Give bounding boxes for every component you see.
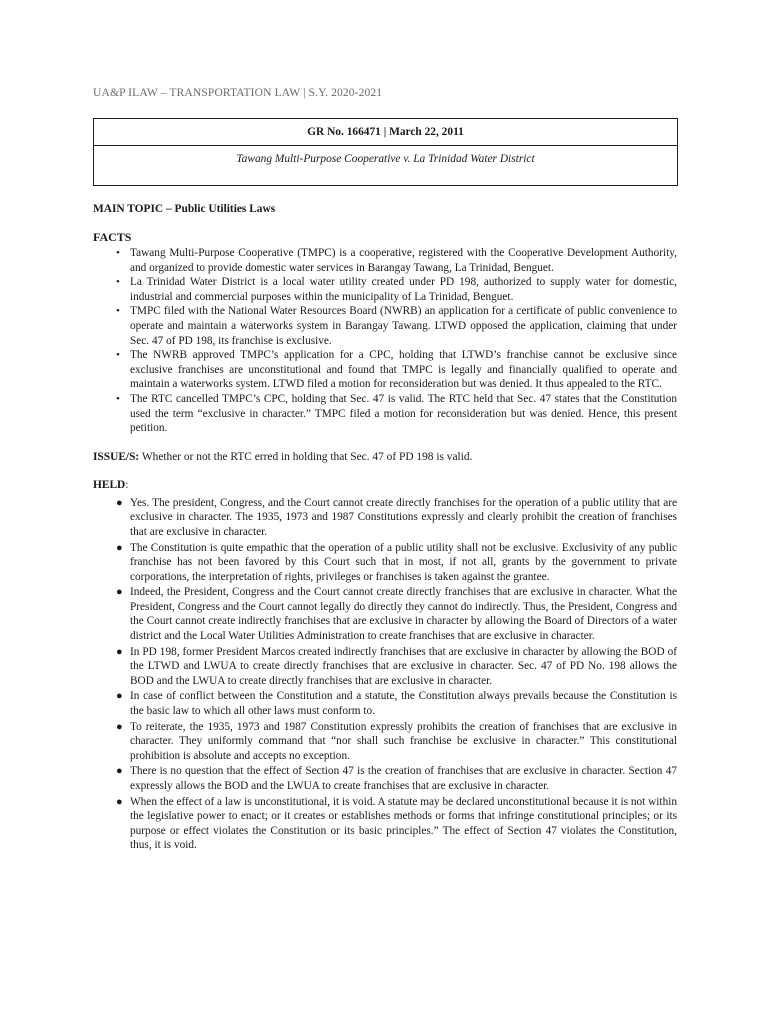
held-item-text: Yes. The president, Congress, and the Court cannot create directly franchises for the operation of a public utility that are exclusive in character. The 1935, 1973 and 1987 Constitutions expressly and clearly prohibit the creation of franchises that are exclusive in character.	[130, 496, 677, 538]
facts-item-text: Tawang Multi-Purpose Cooperative (TMPC) is a cooperative, registered with the Cooperative Development Authority, and organized to provide domestic water services in Barangay Tawang, La Trinidad, Benguet.	[130, 247, 677, 274]
held-colon: :	[125, 478, 129, 491]
facts-item-text: TMPC filed with the National Water Resources Board (NWRB) an application for a certificate of public convenience to operate and maintain a waterworks system in Barangay Tawang. LTWD opposed the application, claiming that under Sec. 47 of PD 198, its franchise is exclusive.	[130, 305, 677, 347]
facts-item	[116, 348, 677, 392]
held-item-text: When the effect of a law is unconstitutional, it is void. A statute may be declared unconstitutional because it is not within the legislative power to enact; or it creates or establishes methods or forms that infringe constitutional principles; or its purpose or effect violates the Constitution or its basic principles.” The effect of Section 47 violates the Constitution, thus, it is void.	[130, 795, 677, 852]
bullet-icon: ●	[116, 690, 123, 703]
bullet-icon: •	[116, 305, 120, 318]
bullet-icon: ●	[116, 541, 123, 554]
bullet-icon: ●	[116, 720, 123, 733]
held-list	[93, 496, 677, 853]
facts-item	[116, 392, 677, 436]
bullet-icon: •	[116, 247, 120, 259]
case-title: Tawang Multi-Purpose Cooperative v. La Trinidad Water District	[236, 153, 535, 165]
course-header: UA&P ILAW – TRANSPORTATION LAW | S.Y. 2020-2021	[93, 86, 383, 99]
bullet-icon: ●	[116, 765, 123, 778]
facts-item	[116, 304, 677, 348]
facts-heading: FACTS	[93, 230, 132, 244]
facts-item-text: The NWRB approved TMPC’s application for a CPC, holding that LTWD’s franchise cannot be exclusive since exclusive franchises are unconstitutional and found that TMPC is legally and financially qualified to operate and maintain a waterworks system. LTWD filed a motion for reconsideration but was denied. It thus appealed to the RTC.	[130, 349, 677, 391]
case-info-box	[93, 118, 678, 186]
issue-text: Whether or not the RTC erred in holding that Sec. 47 of PD 198 is valid.	[139, 450, 473, 463]
held-item	[116, 645, 677, 689]
bullet-icon: •	[116, 392, 120, 405]
held-item-text: There is no question that the effect of Section 47 is the creation of franchises that are exclusive in character. Section 47 expressly allows the BOD and the LWUA to create franchises that are exclusive in character.	[130, 765, 677, 792]
bullet-icon: •	[116, 276, 120, 289]
facts-item-text: La Trinidad Water District is a local water utility created under PD 198, authorized to supply water for domestic, industrial and commercial purposes within the municipality of La Trinidad, Benguet.	[130, 276, 677, 303]
facts-item-text: The RTC cancelled TMPC’s CPC, holding that Sec. 47 is valid. The RTC held that Sec. 47 states that the Constitution used the term “exclusive in character.” TMPC filed a motion for reconsideration but was denied. Hence, this present petition.	[130, 392, 677, 435]
bullet-icon: ●	[116, 496, 123, 509]
case-gr-number: GR No. 166471 | March 22, 2011	[94, 119, 677, 146]
held-section-heading	[93, 478, 677, 492]
held-item-text: In PD 198, former President Marcos created indirectly franchises that are exclusive in character by allowing the BOD of the LTWD and LWUA to create directly franchises that are exclusive in character. Sec. 47 of PD No. 198 allows the BOD and the LWUA to create directly franchises that are exclusive in character.	[130, 645, 677, 687]
bullet-icon: ●	[116, 645, 123, 658]
held-item	[116, 541, 677, 585]
held-item	[116, 795, 677, 853]
held-item	[116, 764, 677, 793]
facts-item	[116, 275, 677, 304]
main-topic: MAIN TOPIC – Public Utilities Laws	[93, 203, 276, 215]
held-item-text: Indeed, the President, Congress and the Court cannot create directly franchises that are exclusive in character. What the President, Congress and the Court cannot legally do directly they cannot do indirectly. Thus, the President, Congress and the Court cannot create indirectly franchises that are exclusive in character by allowing the Board of Directors of a water district and the Local Water Utilities Administration to create franchises that are exclusive in character.	[130, 586, 677, 643]
held-item-text: In case of conflict between the Constitution and a statute, the Constitution always prevails because the Constitution is the basic law to which all other laws must conform to.	[130, 690, 677, 718]
facts-list	[93, 246, 677, 436]
bullet-icon: ●	[116, 795, 123, 808]
issue-section	[93, 450, 677, 464]
held-item	[116, 585, 677, 643]
held-item-text: The Constitution is quite empathic that the operation of a public utility shall not be exclusive. Exclusivity of any public franchise has not been favored by this Court such that in most, if not all, grants by the government to private corporations, the interpretation of rights, privileges or franchises is taken against the grantee.	[130, 541, 677, 583]
held-label: HELD	[93, 478, 126, 491]
issue-label: ISSUE/S:	[93, 450, 140, 463]
bullet-icon: •	[116, 349, 120, 362]
bullet-icon: ●	[116, 586, 123, 599]
held-item	[116, 720, 677, 764]
facts-item	[116, 246, 677, 275]
held-item	[116, 496, 677, 540]
held-item-text: To reiterate, the 1935, 1973 and 1987 Constitution expressly prohibits the creation of franchises that are exclusive in character. They uniformly command that “nor shall such franchise be exclusive in character.” This constitutional prohibition is absolute and accepts no exception.	[130, 720, 677, 762]
held-item	[116, 689, 677, 718]
